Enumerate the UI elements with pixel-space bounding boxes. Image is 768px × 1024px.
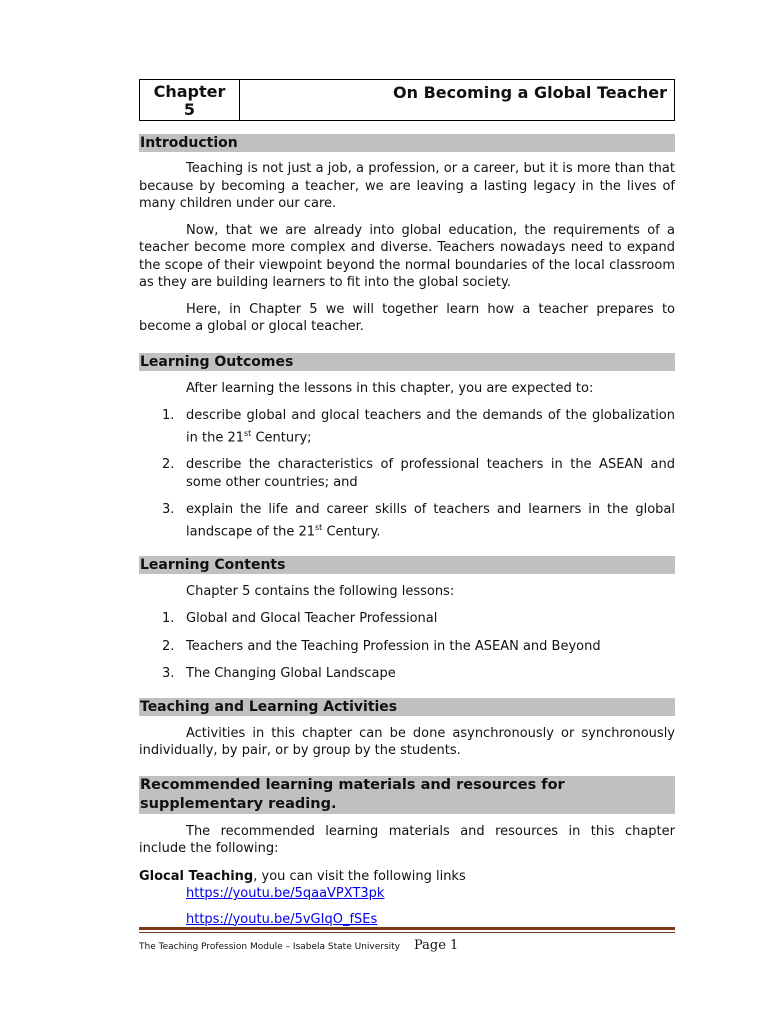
chapter-number-cell	[140, 80, 240, 120]
introduction-heading: Introduction	[139, 134, 675, 152]
learning-contents-heading: Learning Contents	[139, 556, 675, 574]
chapter-label: Chapter	[153, 82, 226, 101]
page-footer	[139, 927, 675, 953]
footer-rule-thin	[139, 932, 675, 933]
glocal-teaching-label: Glocal Teaching	[139, 868, 254, 884]
list-item: 1. describe global and glocal teachers and the demands of the globalization in the 21st Century;	[162, 408, 675, 445]
contents-list	[139, 610, 675, 683]
chapter-number: 5	[183, 100, 196, 119]
page-number: Page 1	[414, 938, 459, 953]
resource-links	[139, 885, 675, 928]
list-item: 2. Teachers and the Teaching Profession in the ASEAN and Beyond	[162, 638, 601, 654]
resource-link-2[interactable]: https://youtu.be/5vGIqO_fSEs	[186, 911, 378, 927]
chapter-title: On Becoming a Global Teacher	[393, 83, 667, 102]
resource-link-1[interactable]: https://youtu.be/5qaaVPXT3pk	[186, 886, 385, 902]
intro-paragraph-1: Teaching is not just a job, a profession, or a career, but it is more than that because by becoming a teacher, we are leaving a lasting legacy in the lives of many children under our care.	[139, 161, 675, 211]
contents-lead: Chapter 5 contains the following lessons:	[186, 583, 455, 599]
activities-text: Activities in this chapter can be done asynchronously or synchronously individually, by pair, or by group by the students.	[139, 725, 675, 759]
intro-paragraph-2: Now, that we are already into global education, the requirements of a teacher become more complex and diverse. Teachers nowadays need to expand the scope of their viewpoint beyond the normal boundaries of the local classroom as they are building learners to fit into the global society.	[139, 222, 675, 290]
chapter-header-box	[139, 79, 675, 121]
resources-heading: Recommended learning materials and resources for supplementary reading.	[139, 776, 675, 814]
list-item: 2. describe the characteristics of professional teachers in the ASEAN and some other countries; and	[162, 457, 675, 490]
footer-text: The Teaching Profession Module – Isabela State University	[139, 942, 400, 952]
learning-outcomes-heading: Learning Outcomes	[139, 353, 675, 371]
activities-heading: Teaching and Learning Activities	[139, 698, 675, 716]
outcomes-list	[139, 407, 675, 541]
list-item: 3. The Changing Global Landscape	[162, 666, 396, 682]
resources-text: The recommended learning materials and resources in this chapter include the following:	[139, 823, 675, 857]
glocal-teaching-line: Glocal Teaching, you can visit the following links	[139, 868, 466, 884]
footer-rule-thick	[139, 927, 675, 930]
list-item: 1. Global and Glocal Teacher Professional	[162, 611, 438, 627]
outcomes-lead: After learning the lessons in this chapter, you are expected to:	[186, 380, 594, 396]
list-item: 3. explain the life and career skills of teachers and learners in the global landscape of the 21st Century.	[162, 502, 675, 540]
footer-line	[139, 938, 675, 953]
document-page	[139, 79, 675, 928]
intro-paragraph-3: Here, in Chapter 5 we will together learn how a teacher prepares to become a global or glocal teacher.	[139, 301, 675, 334]
